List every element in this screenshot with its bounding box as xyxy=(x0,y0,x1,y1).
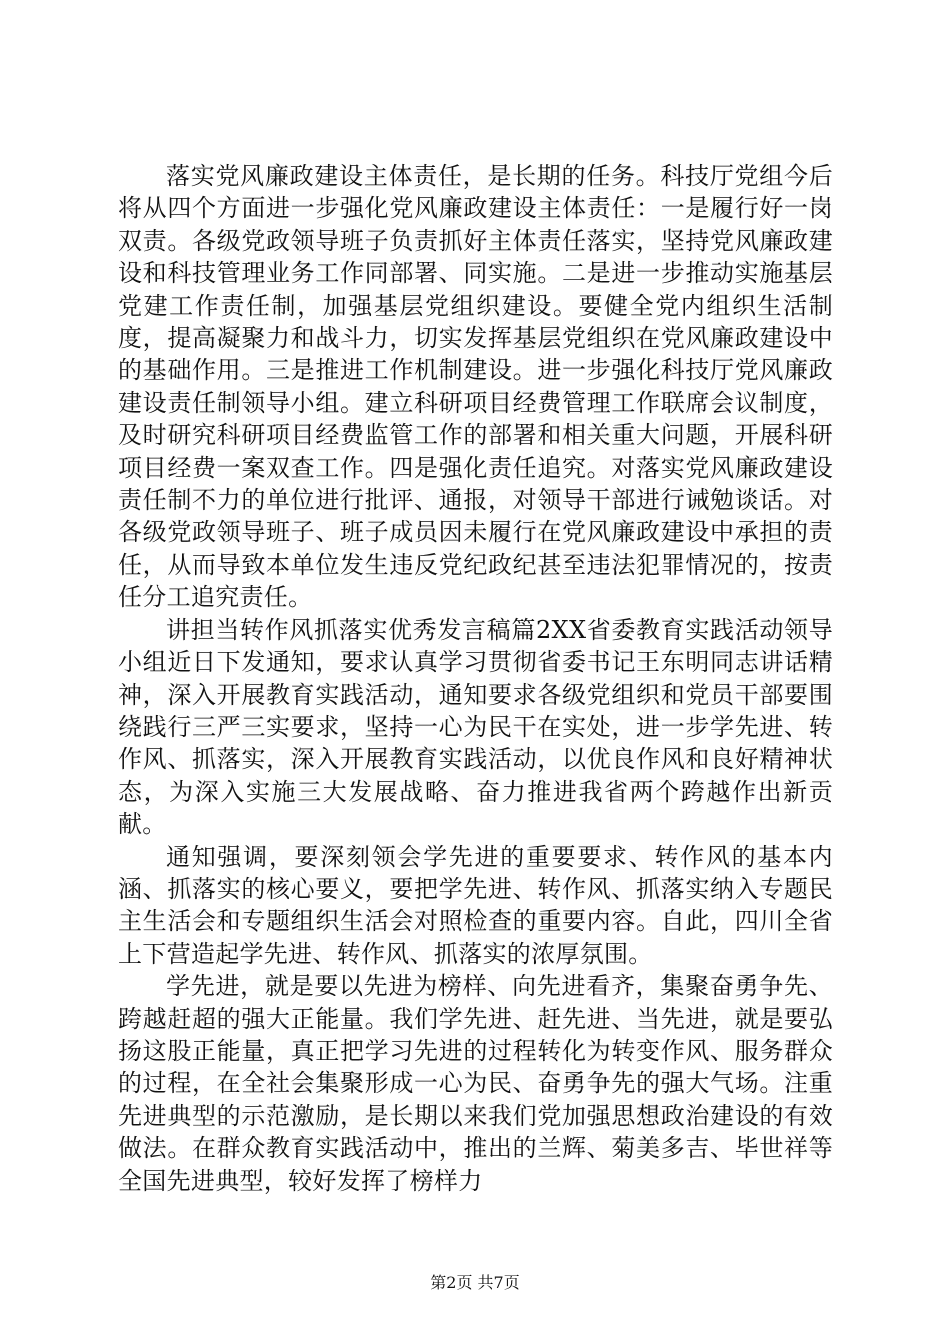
paragraph-speech-notice: 讲担当转作风抓落实优秀发言稿篇2XX省委教育实践活动领导小组近日下发通知，要求认真学习贯彻省委书记王东明同志讲话精神，深入开展教育实践活动，通知要求各级党组织和党员干部要围绕践行三严三实要求，坚持一心为民干在实处，进一步学先进、转作风、抓落实，深入开展教育实践活动，以优良作风和良好精神状态，为深入实施三大发展战略、奋力推进我省两个跨越作出新贡献。 xyxy=(118,615,833,839)
page-number-footer: 第2页 共7页 xyxy=(430,1273,520,1292)
paragraph-notice-emphasis: 通知强调，要深刻领会学先进的重要要求、转作风的基本内涵、抓落实的核心要义，要把学先进、转作风、抓落实纳入专题民主生活会和专题组织生活会对照检查的重要内容。自此，四川全省上下营造起学先进、转作风、抓落实的浓厚氛围。 xyxy=(118,842,833,968)
paragraph-responsibility: 落实党风廉政建设主体责任，是长期的任务。科技厅党组今后将从四个方面进一步强化党风廉政建设主体责任：一是履行好一岗双责。各级党政领导班子负责抓好主体责任落实，坚持党风廉政建设和科技管理业务工作同部署、同实施。二是进一步推动实施基层党建工作责任制，加强基层党组织建设。要健全党内组织生活制度，提高凝聚力和战斗力，切实发挥基层党组织在党风廉政建设中的基础作用。三是推进工作机制建设。进一步强化科技厅党风廉政建设责任制领导小组。建立科研项目经费管理工作联席会议制度，及时研究科研项目经费监管工作的部署和相关重大问题，开展科研项目经费一案双查工作。四是强化责任追究。对落实党风廉政建设责任制不力的单位进行批评、通报，对领导干部进行诫勉谈话。对各级党政领导班子、班子成员因未履行在党风廉政建设中承担的责任，从而导致本单位发生违反党纪政纪甚至违法犯罪情况的，按责任分工追究责任。 xyxy=(118,162,833,612)
paragraph-learn-advanced: 学先进，就是要以先进为榜样、向先进看齐，集聚奋勇争先、跨越赶超的强大正能量。我们学先进、赶先进、当先进，就是要弘扬这股正能量，真正把学习先进的过程转化为转变作风、服务群众的过程，在全社会集聚形成一心为民、奋勇争先的强大气场。注重先进典型的示范激励，是长期以来我们党加强思想政治建设的有效做法。在群众教育实践活动中，推出的兰辉、菊美多吉、毕世祥等全国先进典型，较好发挥了榜样力 xyxy=(118,972,833,1195)
document-body xyxy=(118,160,833,1197)
